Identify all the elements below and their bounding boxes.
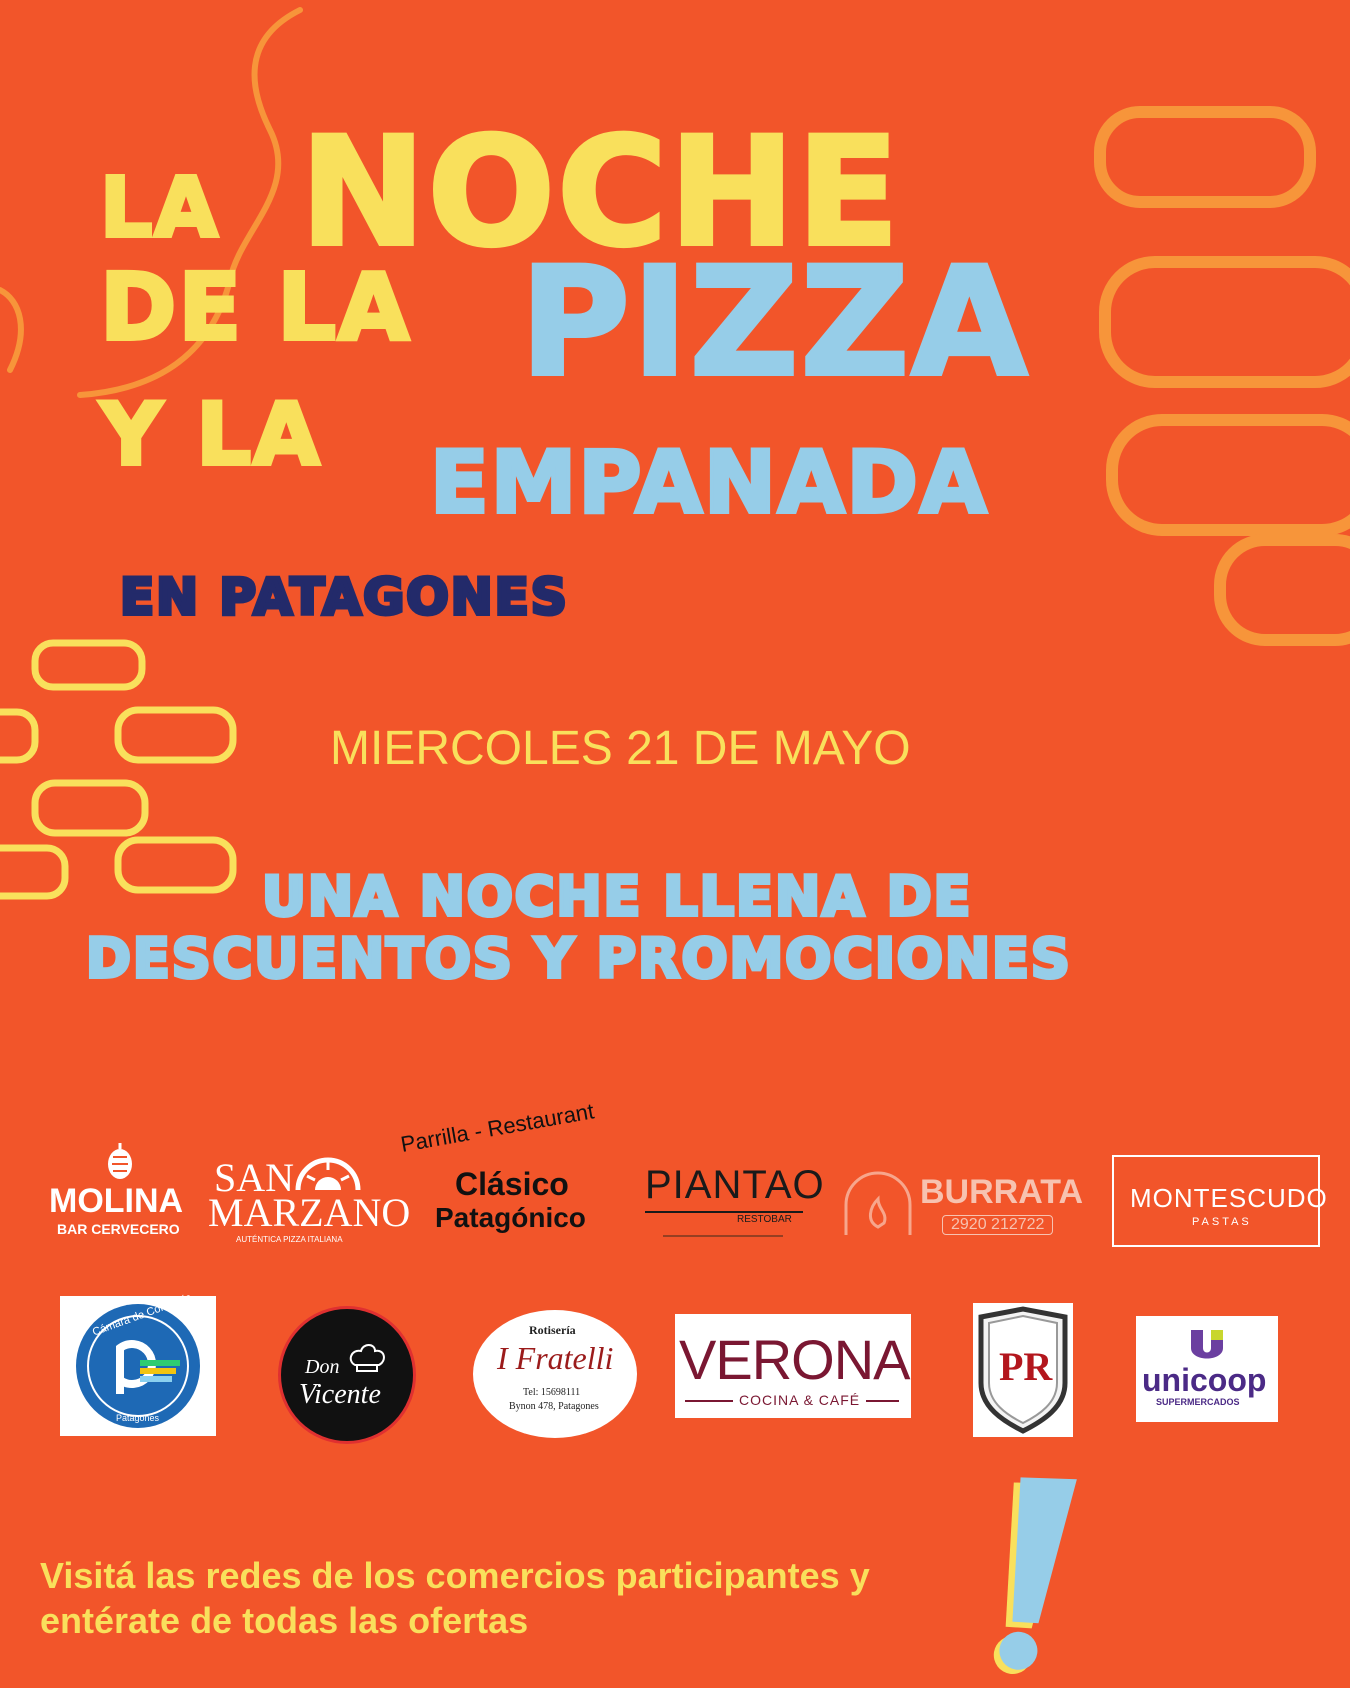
piantao-rule (645, 1211, 803, 1213)
title-de-la: DE LA (100, 254, 412, 361)
molina-name: MOLINA (49, 1182, 184, 1220)
logo-camara-comercio (60, 1291, 216, 1436)
logo-verona (675, 1314, 911, 1418)
fratelli-name: I Fratelli (497, 1340, 614, 1376)
orange-ring (1220, 540, 1350, 640)
burrata-phone: 2920 212722 (942, 1215, 1053, 1235)
chef-hat-icon (347, 1343, 387, 1373)
unicoop-tagline: SUPERMERCADOS (1156, 1397, 1240, 1407)
unicoop-emblem-icon (1187, 1328, 1227, 1362)
title-empanada: EMPANADA (430, 433, 989, 533)
yellow-ring (35, 783, 145, 833)
logo-don-vicente (278, 1306, 416, 1444)
title-y-la: Y LA (100, 385, 322, 485)
hop-icon (45, 1142, 195, 1180)
orange-ring (1100, 112, 1310, 202)
yellow-ring (118, 710, 233, 760)
san-marzano-line2: MARZANO (208, 1190, 411, 1235)
event-date: MIERCOLES 21 DE MAYO (330, 722, 911, 775)
molina-tagline: BAR CERVECERO (57, 1221, 180, 1237)
burrata-name: BURRATA (920, 1173, 1084, 1211)
piantao-name: PIANTAO (645, 1163, 825, 1207)
pr-letters: PR (999, 1344, 1053, 1389)
logo-montescudo (1112, 1155, 1328, 1247)
logo-burrata (840, 1165, 1110, 1245)
footer-line-2: entérate de todas las ofertas (40, 1600, 529, 1641)
orange-ring (1105, 262, 1350, 382)
san-marzano-line1: SAN (214, 1155, 295, 1200)
squiggle-line-left (0, 290, 21, 370)
clasico-arc-text: Parrilla - Restaurant (398, 1098, 596, 1157)
promo-line-2: DESCUENTOS Y PROMOCIONES (86, 927, 1072, 990)
verona-name: VERONA (679, 1328, 910, 1391)
yellow-ring (0, 712, 35, 760)
logo-piantao (645, 1163, 825, 1245)
title-noche: NOCHE (300, 106, 902, 280)
yellow-ring (0, 848, 65, 896)
logo-i-fratelli (473, 1310, 637, 1438)
piantao-script-line (663, 1235, 783, 1237)
oven-icon (293, 1150, 363, 1192)
yellow-ring (118, 840, 233, 890)
don-vicente-line2: Vicente (299, 1379, 381, 1410)
logo-molina (45, 1142, 195, 1242)
san-marzano-tagline: AUTÉNTICA PIZZA ITALIANA (236, 1235, 343, 1244)
fratelli-kicker: Rotisería (529, 1323, 576, 1337)
clasico-line2: Patagónico (435, 1202, 586, 1233)
montescudo-name: MONTESCUDO (1130, 1183, 1328, 1213)
logo-clasico-patagonico (395, 1098, 635, 1250)
title-pizza: PIZZA (520, 236, 1030, 410)
subtitle-location: EN PATAGONES (120, 568, 569, 626)
footer-line-1: Visitá las redes de los comercios participantes y (40, 1555, 870, 1596)
logo-pr (973, 1303, 1073, 1437)
orange-ring (1112, 420, 1350, 530)
fratelli-phone: Tel: 15698111 (523, 1387, 581, 1398)
logo-unicoop (1136, 1316, 1278, 1422)
camara-arc-bottom: Patagones (116, 1413, 160, 1423)
fratelli-address: Bynon 478, Patagones (509, 1401, 599, 1412)
piantao-tagline: RESTOBAR (737, 1214, 792, 1225)
clasico-line1: Clásico (455, 1166, 569, 1202)
oven-flame-icon (840, 1165, 916, 1241)
promo-line-1: UNA NOCHE LLENA DE (262, 865, 973, 928)
exclamation-mark (987, 1471, 1077, 1680)
camara-arc-top: Cámara de Comercio (90, 1291, 194, 1339)
montescudo-tagline: PASTAS (1192, 1216, 1252, 1228)
title-la: LA (100, 161, 220, 256)
don-vicente-line1: Don (305, 1356, 340, 1378)
logo-san-marzano (208, 1150, 411, 1250)
verona-tagline: COCINA & CAFÉ (733, 1393, 866, 1407)
yellow-ring (35, 643, 142, 687)
unicoop-name: unicoop (1142, 1362, 1267, 1398)
